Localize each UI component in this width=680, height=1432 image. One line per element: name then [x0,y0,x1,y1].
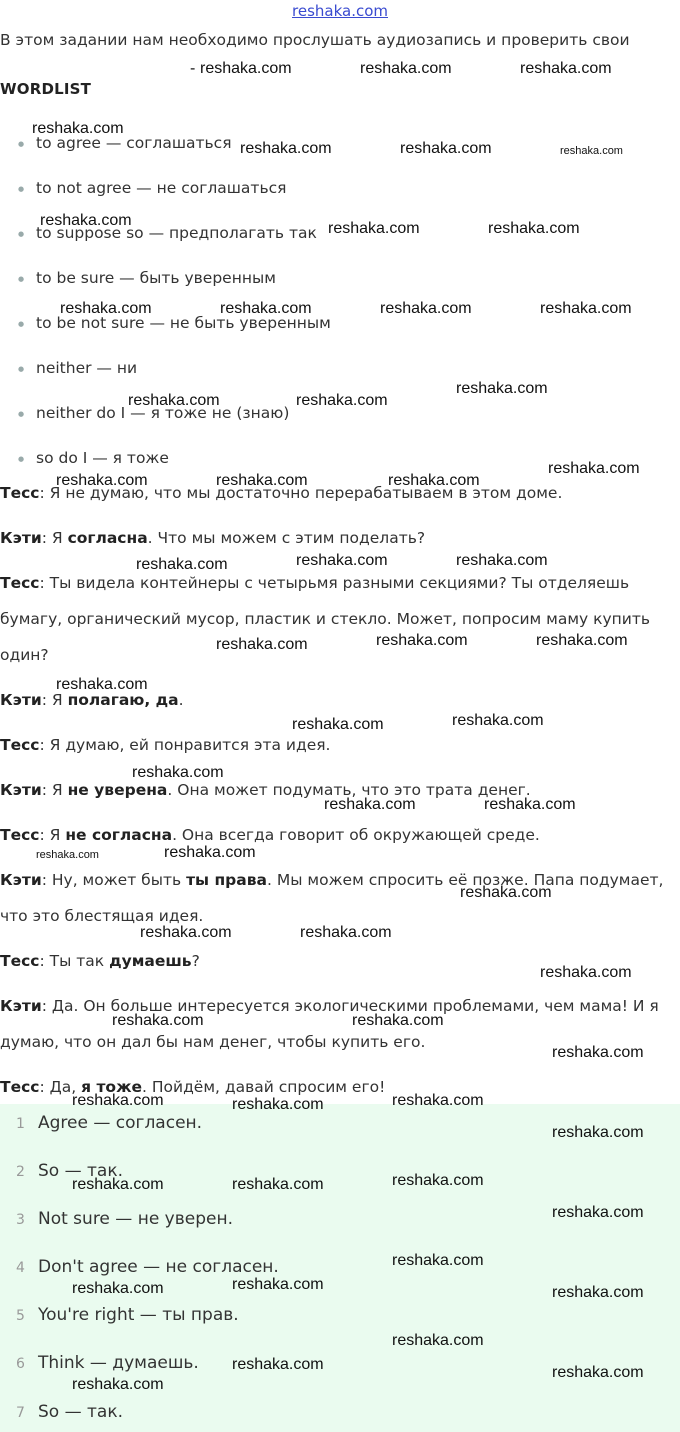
watermark: reshaka.com [536,632,628,649]
answer-text: You're right — ты прав. [38,1305,239,1325]
answer-text: Agree — согласен. [38,1113,203,1133]
watermark: reshaka.com [40,212,132,229]
dialogue-line: один? [0,646,49,664]
watermark: reshaka.com [540,964,632,981]
watermark: reshaka.com [232,1176,324,1193]
bullet-icon: ● [18,230,25,238]
wordlist-item: to not agree — не соглашаться [36,179,287,197]
watermark: reshaka.com [164,844,256,861]
watermark: reshaka.com [392,1332,484,1349]
wordlist-item: to be sure — быть уверенным [36,269,276,287]
watermark: reshaka.com [140,924,232,941]
watermark: reshaka.com [240,140,332,157]
watermark: reshaka.com [232,1096,324,1113]
watermark: reshaka.com [484,796,576,813]
dialogue-line: Тесс: Ты так думаешь? [0,952,200,970]
watermark: reshaka.com [296,552,388,569]
intro-text: В этом задании нам необходимо прослушать аудиозапись и проверить свои [0,31,630,49]
watermark-dash: - [190,60,196,77]
watermark: reshaka.com [56,472,148,489]
watermark: reshaka.com [560,145,623,157]
watermark: reshaka.com [232,1356,324,1373]
bullet-icon: ● [18,140,25,148]
watermark: reshaka.com [72,1376,164,1393]
watermark: reshaka.com [324,796,416,813]
wordlist-item: so do I — я тоже [36,449,169,467]
bullet-icon: ● [18,275,25,283]
watermark: reshaka.com [400,140,492,157]
watermark: reshaka.com [136,556,228,573]
watermark: reshaka.com [520,60,612,77]
dialogue-line: что это блестящая идея. [0,907,204,925]
watermark: reshaka.com [72,1092,164,1109]
dialogue-line: Кэти: Ну, может быть ты права. Мы можем спросить её позже. Папа подумает, [0,871,664,889]
watermark: reshaka.com [128,392,220,409]
watermark: reshaka.com [220,300,312,317]
dialogue-line: Кэти: Я согласна. Что мы можем с этим поделать? [0,529,426,547]
watermark: reshaka.com [232,1276,324,1293]
dialogue-line: Кэти: Я не уверена. Она может подумать, что это трата денег. [0,781,531,799]
answer-text: So — так. [38,1161,123,1181]
wordlist-item: to suppose so — предполагать так [36,224,317,242]
watermark: reshaka.com [32,120,124,137]
dialogue-line: Кэти: Да. Он больше интересуется экологическими проблемами, чем мама! И я [0,997,659,1015]
watermark: reshaka.com [112,1012,204,1029]
bullet-icon: ● [18,185,25,193]
answer-text: So — так. [38,1402,123,1422]
watermark: reshaka.com [392,1092,484,1109]
dialogue-line: Тесс: Да, я тоже. Пойдём, давай спросим его! [0,1078,386,1096]
answer-number: 7 [16,1405,25,1421]
answer-number: 6 [16,1356,25,1372]
wordlist-item: to be not sure — не быть уверенным [36,314,331,332]
watermark: reshaka.com [452,712,544,729]
watermark: reshaka.com [552,1204,644,1221]
watermark: reshaka.com [72,1176,164,1193]
wordlist-title: WORDLIST [0,80,92,98]
bullet-icon: ● [18,365,25,373]
dialogue-line: Тесс: Я не думаю, что мы достаточно перерабатываем в этом доме. [0,484,563,502]
watermark: reshaka.com [216,636,308,653]
answer-number: 4 [16,1260,25,1276]
watermark: reshaka.com [328,220,420,237]
dialogue-line: думаю, что он дал бы нам денег, чтобы купить его. [0,1033,426,1051]
watermark: reshaka.com [488,220,580,237]
bullet-icon: ● [18,455,25,463]
wordlist-item: neither do I — я тоже не (знаю) [36,404,290,422]
bullet-icon: ● [18,410,25,418]
watermark: reshaka.com [36,849,99,861]
watermark: reshaka.com [548,460,640,477]
watermark: reshaka.com [300,924,392,941]
watermark: reshaka.com [200,60,292,77]
watermark: reshaka.com [552,1044,644,1061]
watermark: reshaka.com [360,60,452,77]
answer-number: 2 [16,1164,25,1180]
watermark: reshaka.com [460,884,552,901]
watermark: reshaka.com [296,392,388,409]
watermark: reshaka.com [60,300,152,317]
answer-text: Think — думаешь. [38,1353,199,1373]
watermark: reshaka.com [552,1124,644,1141]
answer-text: Don't agree — не согласен. [38,1257,279,1277]
dialogue-line: Тесс: Я думаю, ей понравится эта идея. [0,736,331,754]
watermark: reshaka.com [392,1172,484,1189]
dialogue-line: Тесс: Ты видела контейнеры с четырьмя разными секциями? Ты отделяешь [0,574,630,592]
answer-text: Not sure — не уверен. [38,1209,233,1229]
answer-number: 5 [16,1308,25,1324]
watermark: reshaka.com [392,1252,484,1269]
watermark: reshaka.com [376,632,468,649]
dialogue-line: Тесс: Я не согласна. Она всегда говорит об окружающей среде. [0,826,540,844]
answer-number: 3 [16,1212,25,1228]
watermark: reshaka.com [216,472,308,489]
dialogue-line: Кэти: Я полагаю, да. [0,691,184,709]
bullet-icon: ● [18,320,25,328]
watermark: reshaka.com [72,1280,164,1297]
watermark: reshaka.com [132,764,224,781]
wordlist-item: neither — ни [36,359,138,377]
watermark: reshaka.com [388,472,480,489]
watermark: reshaka.com [456,380,548,397]
watermark: reshaka.com [380,300,472,317]
watermark: reshaka.com [552,1284,644,1301]
watermark: reshaka.com [56,676,148,693]
dialogue-line: бумагу, органический мусор, пластик и стекло. Может, попросим маму купить [0,610,651,628]
site-link[interactable]: reshaka.com [292,2,388,20]
watermark: reshaka.com [552,1364,644,1381]
answer-number: 1 [16,1116,25,1132]
watermark: reshaka.com [292,716,384,733]
watermark: reshaka.com [540,300,632,317]
watermark: reshaka.com [352,1012,444,1029]
wordlist-item: to agree — соглашаться [36,134,232,152]
watermark: reshaka.com [456,552,548,569]
